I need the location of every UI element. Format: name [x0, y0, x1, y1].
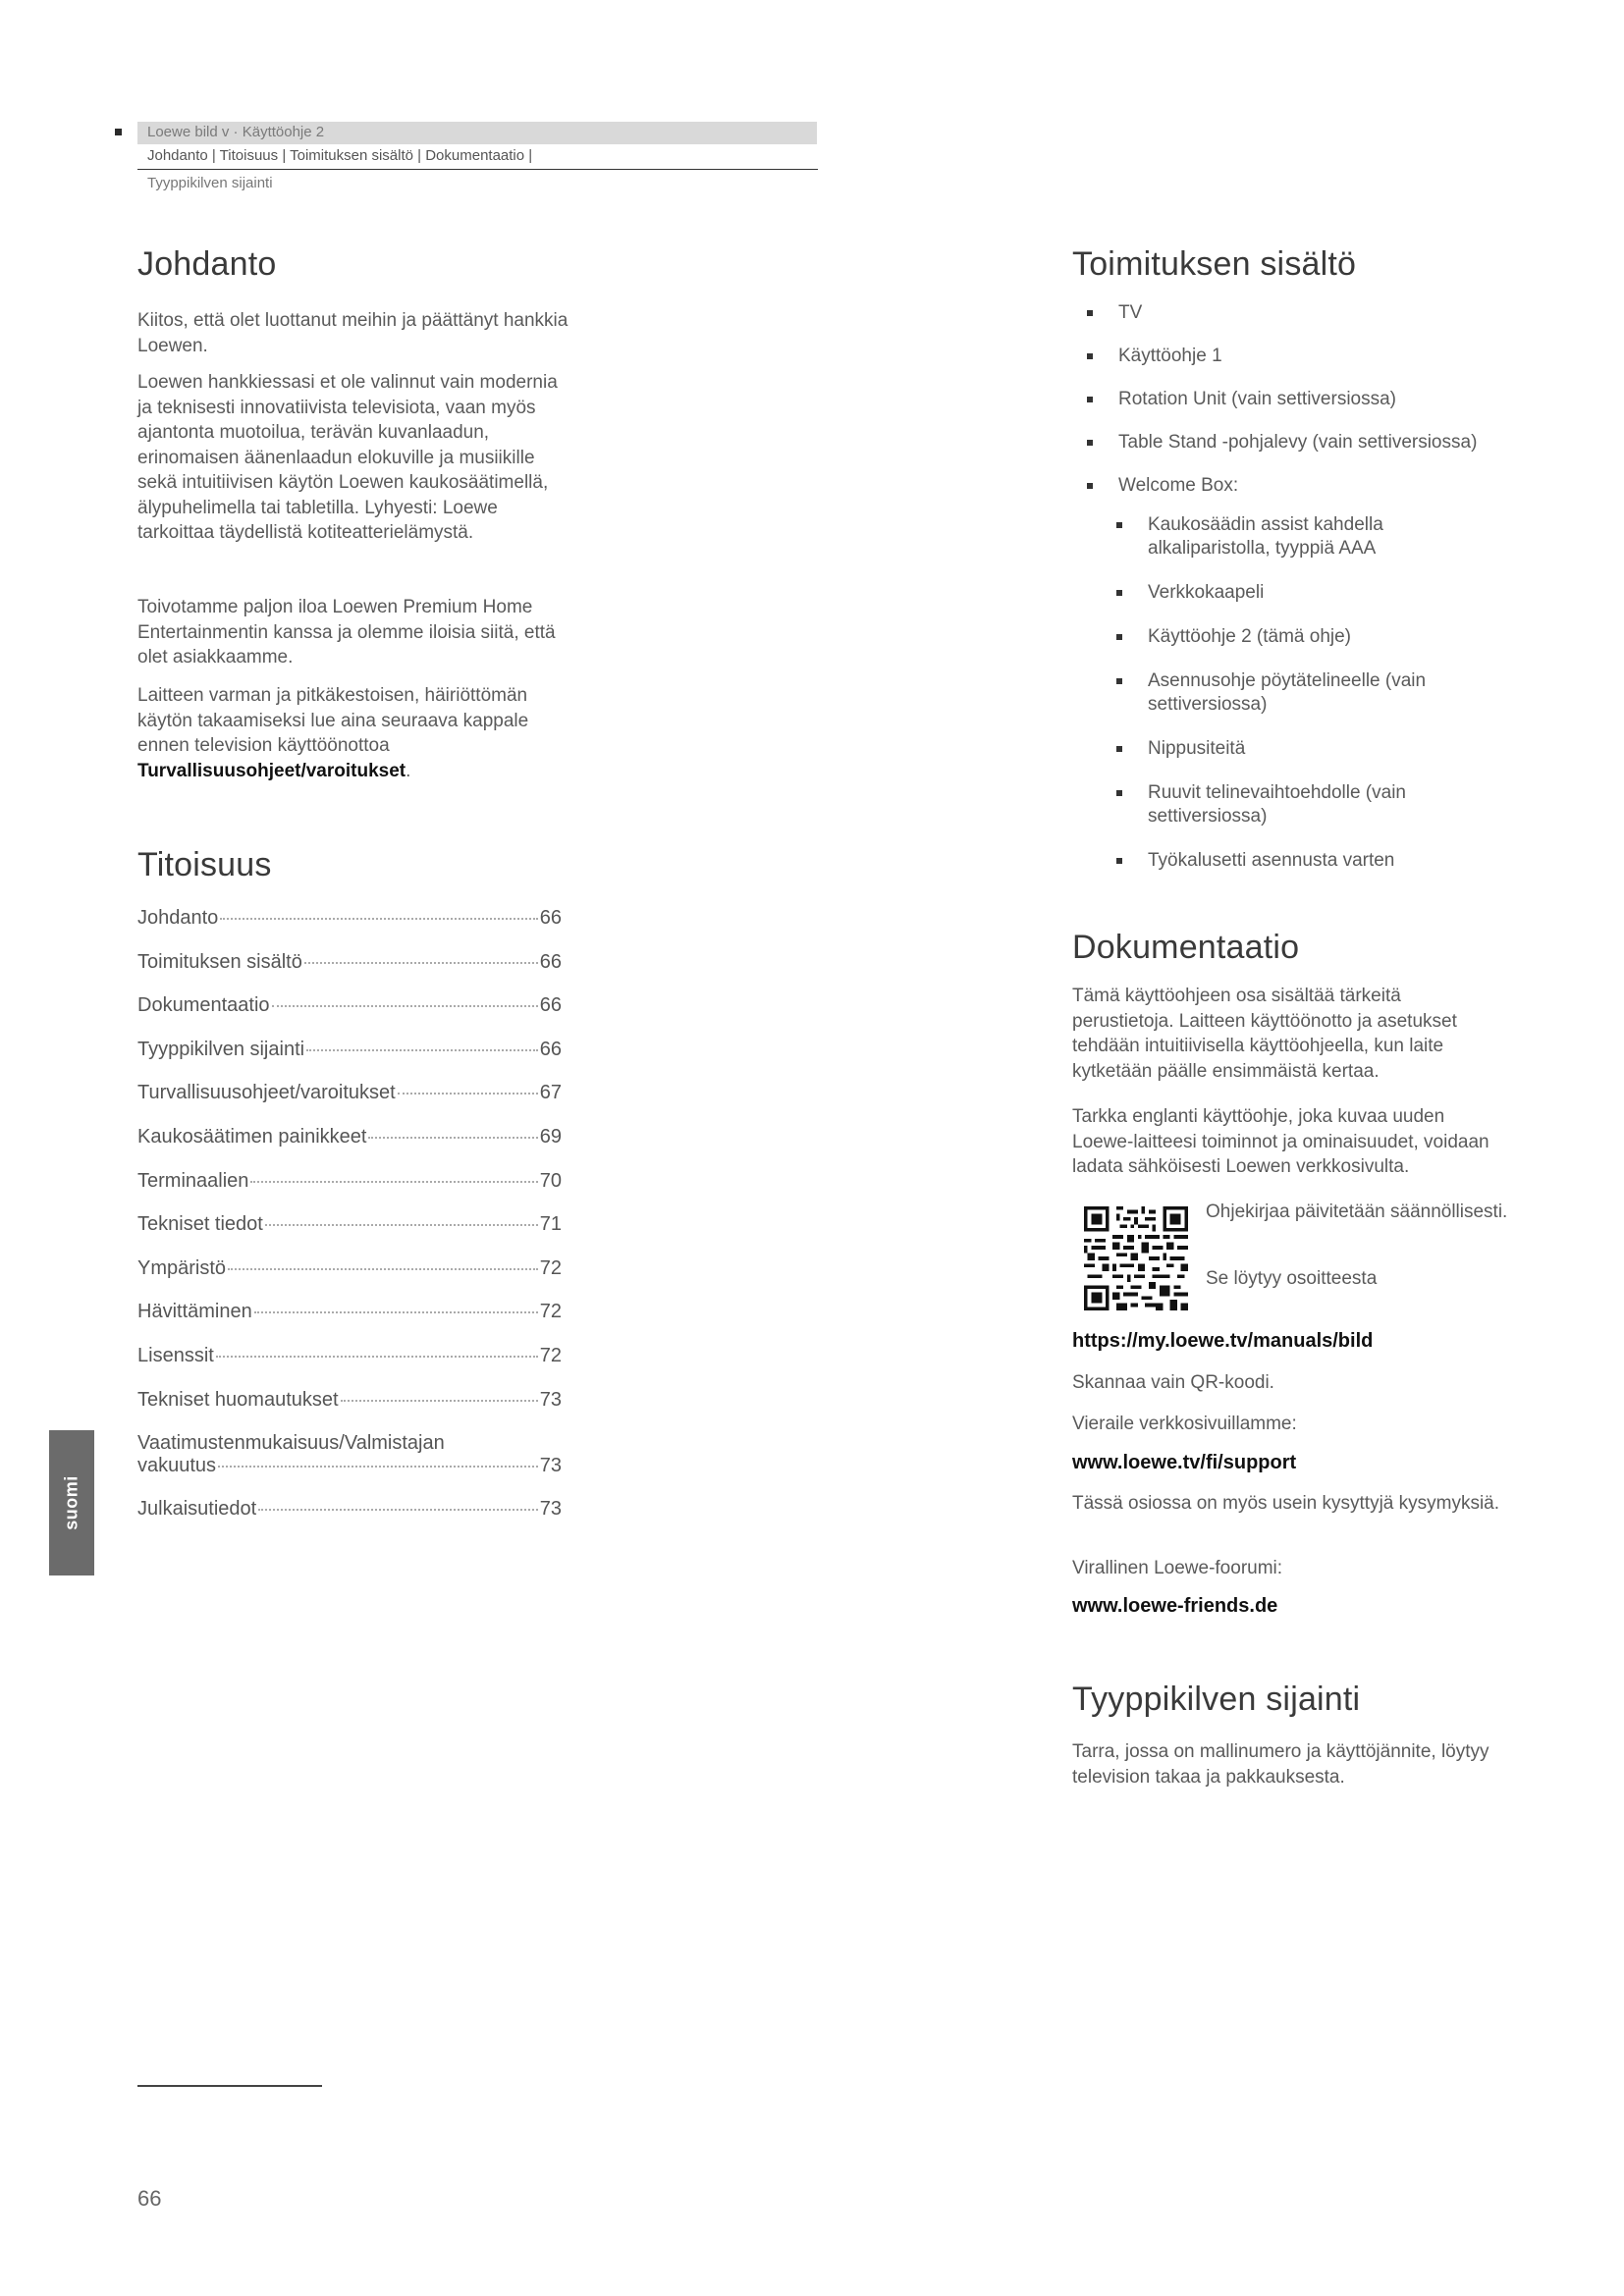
header-bullet [115, 129, 122, 135]
list-item: Table Stand -pohjalevy (vain settiversiossa) [1087, 431, 1548, 454]
list-item: Kaukosäädin assist kahdella alkaliparistolla, tyyppiä AAA [1116, 513, 1450, 561]
faq-text: Tässä osiossa on myös usein kysyttyjä kysymyksiä. [1072, 1493, 1500, 1514]
language-tab[interactable] [49, 1430, 94, 1575]
toc-item[interactable]: Terminaalien 70 [137, 1169, 562, 1192]
list-item: TV [1087, 301, 1548, 325]
tyyppikilpi-paragraph: Tarra, jossa on mallinumero ja käyttöjännite, löytyy television takaa ja pakkauksesta. [1072, 1741, 1489, 1788]
forum-link[interactable]: www.loewe-friends.de [1072, 1595, 1278, 1617]
list-item: Nippusiteitä [1116, 737, 1450, 761]
footnote-divider [137, 2085, 322, 2087]
toc-item[interactable]: Julkaisutiedot 73 [137, 1498, 562, 1521]
support-link[interactable]: www.loewe.tv/fi/support [1072, 1452, 1297, 1473]
johdanto-paragraph-2: Loewen hankkiessasi et ole valinnut vain modernia ja teknisesti innovatiivista televisiota, vaan myös ajantonta muotoilua, terävän kuvanlaadun, erinomaisen äänenlaadun elokuville ja musiikille sekä intuitiivisen käytön Loewen kaukosäätimellä, älypuhelimella tai tabletilla. Lyhyesti: Loewe tarkoittaa täydellistä kotiteatterielämystä. [137, 372, 558, 543]
header-divider [137, 169, 818, 170]
johdanto-paragraph-3: Toivotamme paljon iloa Loewen Premium Home Entertainmentin kanssa ja olemme iloisia siitä, että olet asiakkaamme. [137, 597, 556, 667]
qr-code-icon[interactable] [1084, 1206, 1188, 1310]
scan-text: Skannaa vain QR-koodi. [1072, 1372, 1274, 1393]
toc-item[interactable]: Dokumentaatio 66 [137, 994, 562, 1017]
manual-link[interactable]: https://my.loewe.tv/manuals/bild [1072, 1330, 1374, 1352]
list-item: Käyttöohje 2 (tämä ohje) [1116, 625, 1450, 649]
list-item: Asennusohje pöytätelineelle (vain settiversiossa) [1116, 669, 1450, 717]
toc-item[interactable]: Toimituksen sisältö 66 [137, 950, 562, 973]
dokumentaatio-paragraph-1: Tämä käyttöohjeen osa sisältää tärkeitä perustietoja. Laitteen käyttöönotto ja asetukset tehdään intuitiivisella käyttöohjeella, kun laite kytketään päälle ensimmäistä kertaa. [1072, 986, 1457, 1082]
header-title: Loewe bild v · Käyttöohje 2 [147, 124, 325, 140]
qr-address-text: Se löytyy osoitteesta [1206, 1268, 1378, 1289]
toc-item[interactable]: Ympäristö 72 [137, 1256, 562, 1279]
forum-text: Virallinen Loewe-foorumi: [1072, 1558, 1283, 1578]
page-number: 66 [137, 2186, 162, 2211]
breadcrumb: Johdanto | Titoisuus | Toimituksen sisältö | Dokumentaatio | [147, 147, 533, 164]
toc-item[interactable]: Vaatimustenmukaisuus/Valmistajan vakuutus 73 [137, 1432, 562, 1477]
johdanto-heading: Johdanto [137, 245, 277, 283]
welcome-box-list [1116, 513, 1450, 893]
safety-reference: Turvallisuusohjeet/varoitukset [137, 760, 406, 781]
list-item: Työkalusetti asennusta varten [1116, 849, 1450, 873]
toc-item[interactable]: Tekniset tiedot 71 [137, 1213, 562, 1236]
table-of-contents [137, 907, 562, 1542]
toc-item[interactable]: Johdanto 66 [137, 907, 562, 929]
toc-item[interactable]: Kaukosäätimen painikkeet 69 [137, 1125, 562, 1148]
list-item: Welcome Box: [1087, 474, 1548, 498]
toc-item[interactable]: Tekniset huomautukset 73 [137, 1388, 562, 1411]
dokumentaatio-heading: Dokumentaatio [1072, 929, 1300, 966]
toc-item[interactable]: Lisenssit 72 [137, 1344, 562, 1366]
breadcrumb-line-2: Tyyppikilven sijainti [147, 175, 273, 191]
toc-item[interactable]: Turvallisuusohjeet/varoitukset 67 [137, 1082, 562, 1104]
qr-update-text: Ohjekirjaa päivitetään säännöllisesti. [1206, 1201, 1508, 1222]
johdanto-p4-end: . [406, 760, 411, 781]
delivery-contents-list [1087, 301, 1548, 517]
language-tab-label: suomi [61, 1475, 81, 1530]
titoisuus-heading: Titoisuus [137, 846, 272, 883]
johdanto-paragraph-4 [137, 683, 569, 783]
list-item: Käyttöohje 1 [1087, 345, 1548, 368]
dokumentaatio-paragraph-2: Tarkka englanti käyttöohje, joka kuvaa uuden Loewe-laitteesi toiminnot ja ominaisuudet, voidaan ladata sähköisesti Loewen verkkosivulta. [1072, 1106, 1489, 1177]
list-item: Ruuvit telinevaihtoehdolle (vain settiversiossa) [1116, 781, 1450, 828]
list-item: Rotation Unit (vain settiversiossa) [1087, 388, 1548, 411]
toc-item[interactable]: Hävittäminen 72 [137, 1301, 562, 1323]
johdanto-p4-text: Laitteen varman ja pitkäkestoisen, häiriöttömän käytön takaamiseksi lue aina seuraava kappale ennen television käyttöönottoa [137, 685, 529, 756]
johdanto-paragraph-1: Kiitos, että olet luottanut meihin ja päättänyt hankkia Loewen. [137, 310, 568, 356]
visit-text: Vieraile verkkosivuillamme: [1072, 1414, 1297, 1434]
tyyppikilpi-heading: Tyyppikilven sijainti [1072, 1681, 1361, 1718]
toimitus-heading: Toimituksen sisältö [1072, 245, 1357, 283]
list-item: Verkkokaapeli [1116, 581, 1450, 605]
toc-item[interactable]: Tyyppikilven sijainti 66 [137, 1038, 562, 1060]
